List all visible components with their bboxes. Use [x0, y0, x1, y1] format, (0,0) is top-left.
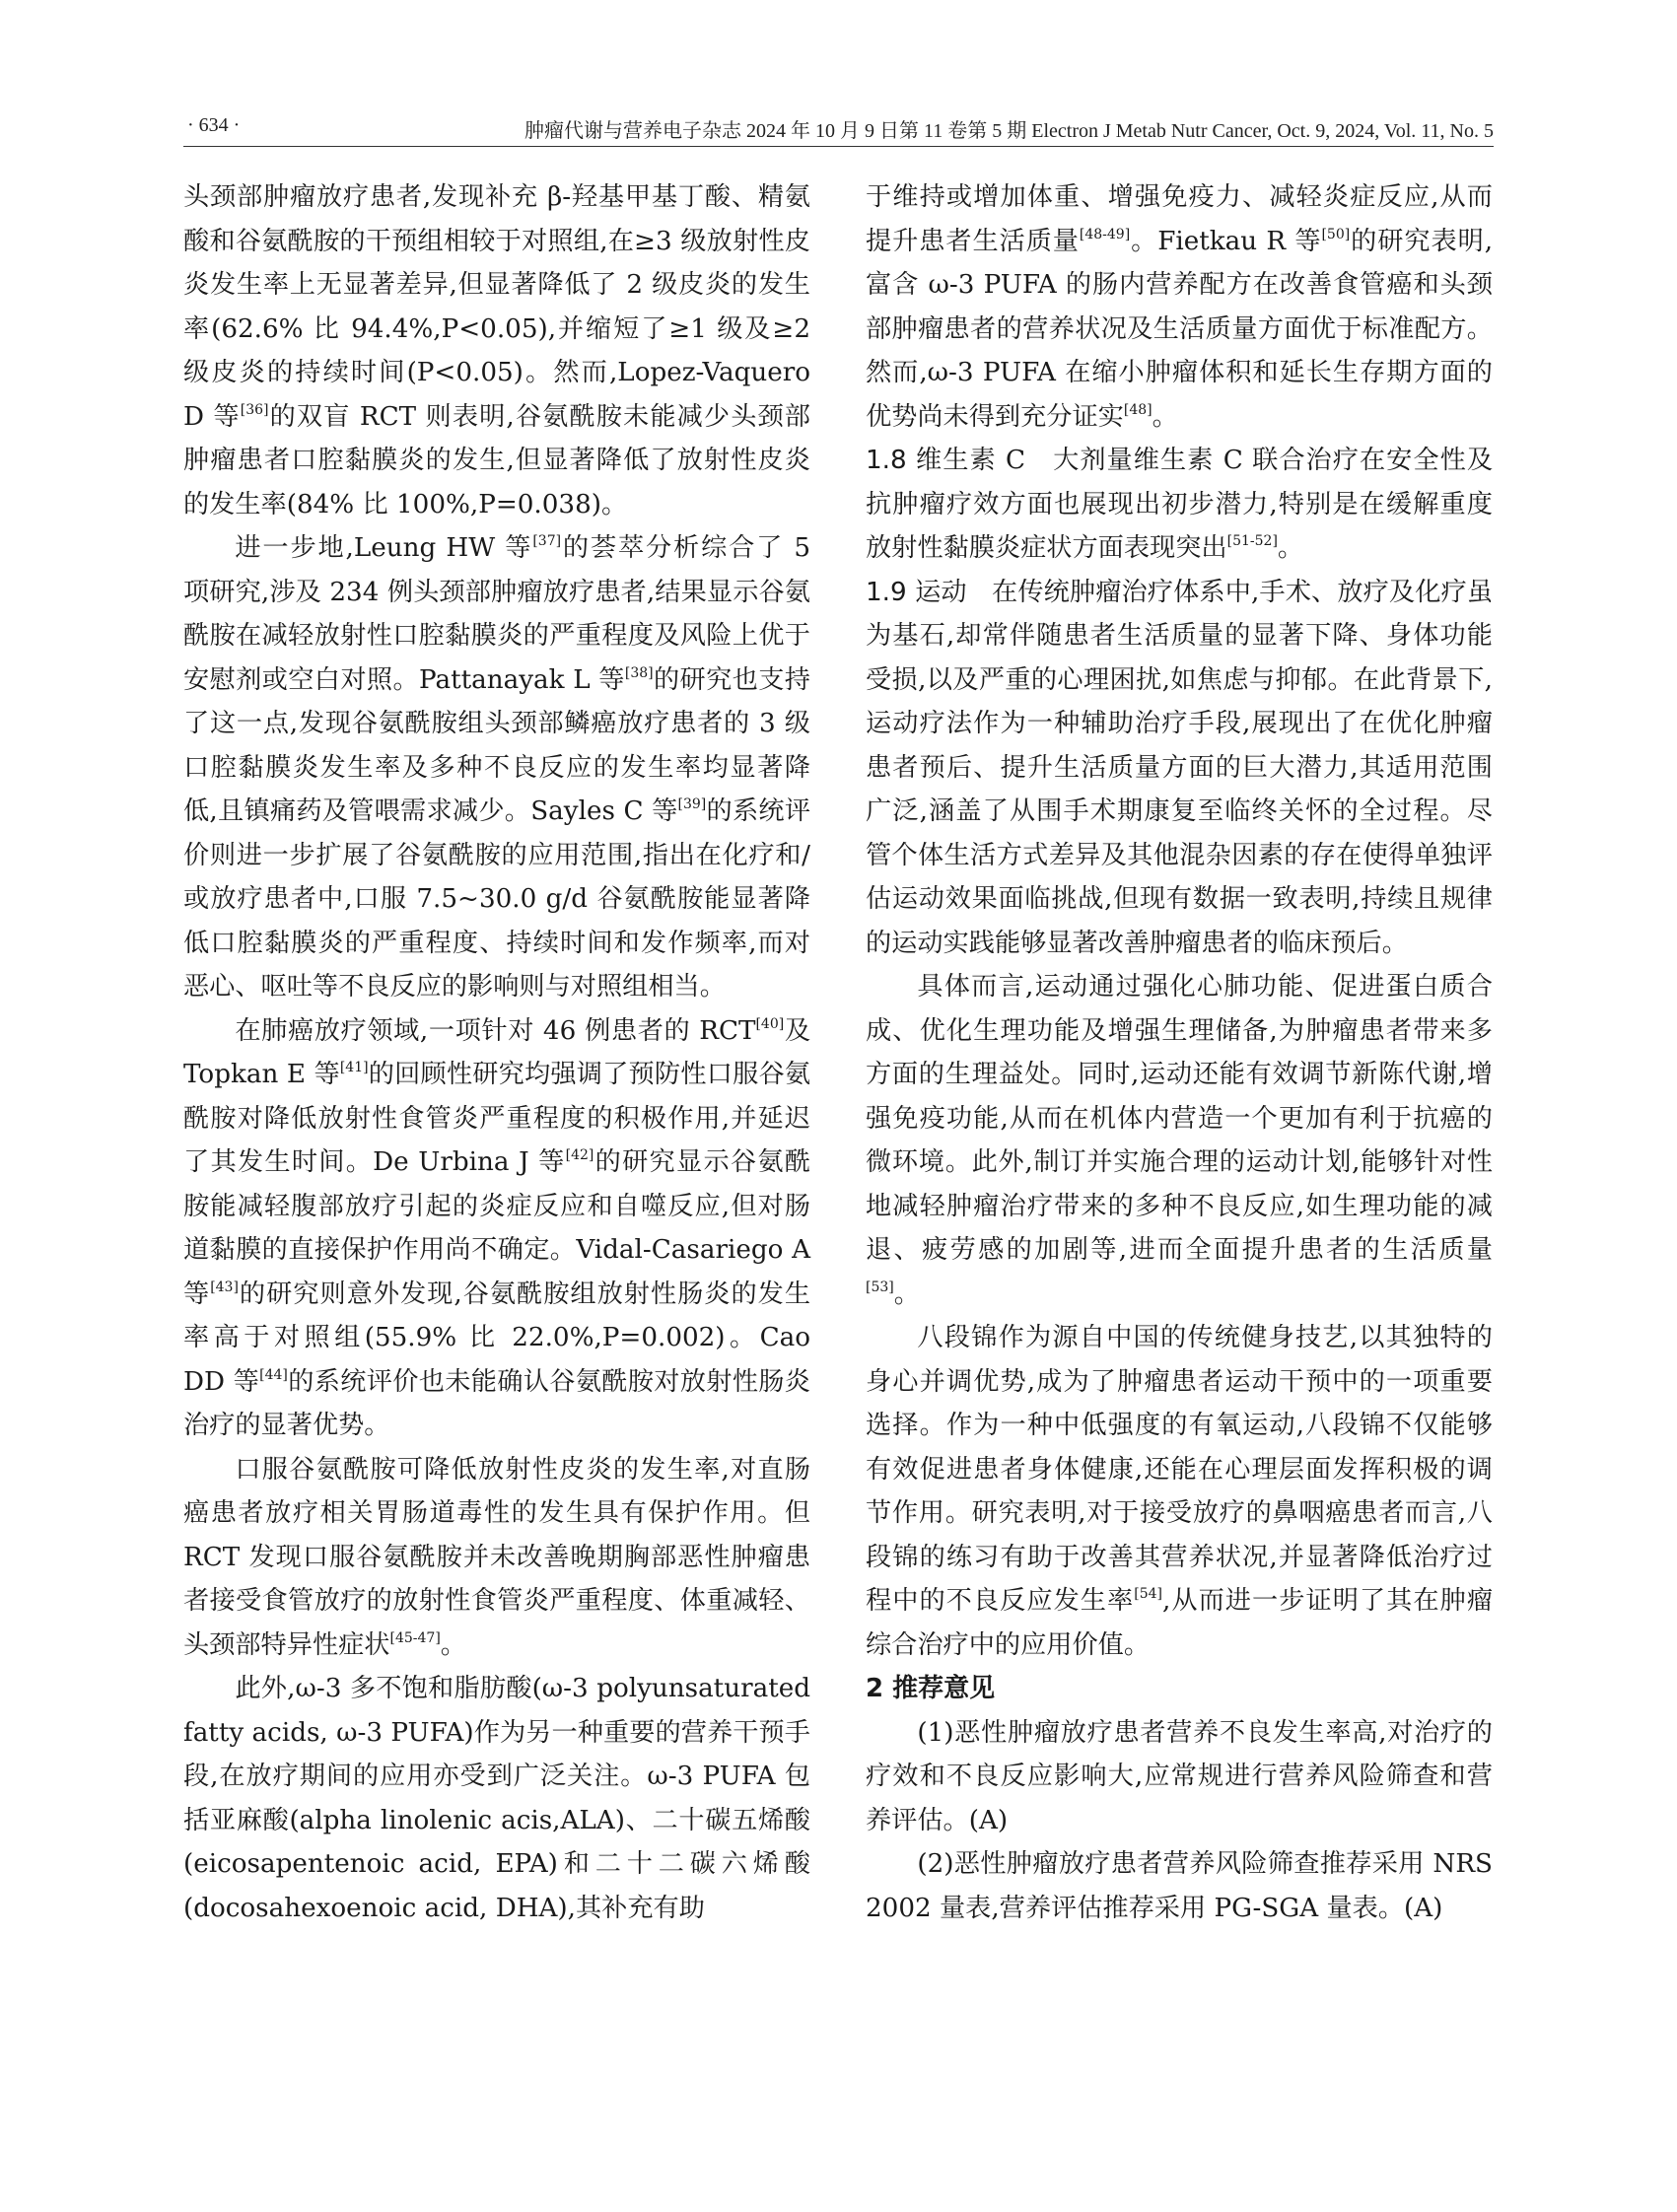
citation-ref: [51-52] — [1226, 533, 1278, 549]
citation-ref: [48-49] — [1079, 226, 1131, 242]
citation-ref: [53] — [866, 1279, 894, 1295]
subsection-1-8: 1.8 维生素 C 大剂量维生素 C 联合治疗在安全性及抗肿瘤疗效方面也展现出初步潜力,特别是在缓解重度放射性黏膜炎症状方面表现突出[51-52]。 — [866, 446, 1494, 563]
subsection-title: 运动 — [915, 577, 967, 607]
left-column — [183, 175, 810, 1930]
page-number: · 634 · — [187, 114, 241, 136]
citation-ref: [37] — [532, 533, 562, 549]
paragraph: 于维持或增加体重、增强免疫力、减轻炎症反应,从而提升患者生活质量[48-49]。Fietkau R 等[50]的研究表明,富含 ω-3 PUFA 的肠内营养配方在改善食管癌和头颈部肿瘤患者的营养状况及生活质量方面优于标准配方。然而,ω-3 PUFA 在缩小肿瘤体积和延长生存期方面的优势尚未得到充分证实[48]。 — [866, 182, 1494, 432]
section-heading: 2 推荐意见 — [866, 1674, 996, 1703]
subsection-title: 维生素 C — [916, 446, 1026, 475]
right-column — [866, 175, 1493, 1930]
paragraph: 此外,ω-3 多不饱和脂肪酸(ω-3 polyunsaturated fatty acids, ω-3 PUFA)作为另一种重要的营养干预手段,在放疗期间的应用亦受到广泛关注。ω-3 PUFA 包括亚麻酸(alpha linolenic acis,ALA)、二十碳五烯酸(eicosapentenoic acid, EPA)和二十二碳六烯酸(docosahexoenoic acid, DHA),其补充有助 — [183, 1674, 810, 1923]
paragraph: 口服谷氨酰胺可降低放射性皮炎的发生率,对直肠癌患者放疗相关胃肠道毒性的发生具有保护作用。但 RCT 发现口服谷氨酰胺并未改善晚期胸部恶性肿瘤患者接受食管放疗的放射性食管炎严重程度、体重减轻、头颈部特异性症状[45-47]。 — [183, 1454, 810, 1660]
citation-ref: [40] — [755, 1015, 785, 1032]
paragraph: 头颈部肿瘤放疗患者,发现补充 β-羟基甲基丁酸、精氨酸和谷氨酰胺的干预组相较于对照组,在≥3 级放射性皮炎发生率上无显著差异,但显著降低了 2 级皮炎的发生率(62.6% 比 94.4%,P<0.05),并缩短了≥1 级及≥2 级皮炎的持续时间(P<0.05)。然而,Lopez-Vaquero D 等[36]的双盲 RCT 则表明,谷氨酰胺未能减少头颈部肿瘤患者口腔黏膜炎的发生,但显著降低了放射性皮炎的发生率(84% 比 100%,P=0.038)。 — [183, 182, 810, 519]
citation-ref: [39] — [677, 796, 707, 812]
citation-ref: [48] — [1123, 401, 1153, 418]
subsection-number: 1.8 — [866, 446, 907, 475]
citation-ref: [38] — [624, 664, 654, 681]
paragraph: 八段锦作为源自中国的传统健身技艺,以其独特的身心并调优势,成为了肿瘤患者运动干预中的一项重要选择。作为一种中低强度的有氧运动,八段锦不仅能够有效促进患者身体健康,还能在心理层面发挥积极的调节作用。研究表明,对于接受放疗的鼻咽癌患者而言,八段锦的练习有助于改善其营养状况,并显著降低治疗过程中的不良反应发生率[54],从而进一步证明了其在肿瘤综合治疗中的应用价值。 — [866, 1323, 1494, 1660]
journal-citation: 肿瘤代谢与营养电子杂志 2024 年 10 月 9 日第 11 卷第 5 期 Electron J Metab Nutr Cancer, Oct. 9, 2024, Vol. 11, No. 5 — [524, 120, 1494, 142]
recommendation-item: (2)恶性肿瘤放疗患者营养风险筛查推荐采用 NRS 2002 量表,营养评估推荐采用 PG-SGA 量表。(A) — [866, 1849, 1493, 1923]
citation-ref: [43] — [210, 1279, 239, 1295]
running-header — [187, 110, 1494, 142]
paragraph: 在肺癌放疗领域,一项针对 46 例患者的 RCT[40]及 Topkan E 等[41]的回顾性研究均强调了预防性口服谷氨酰胺对降低放射性食管炎严重程度的积极作用,并延迟了其发生时间。De Urbina J 等[42]的研究显示谷氨酰胺能减轻腹部放疗引起的炎症反应和自噬反应,但对肠道黏膜的直接保护作用尚不确定。Vidal-Casariego A 等[43]的研究则意外发现,谷氨酰胺组放射性肠炎的发生率高于对照组(55.9% 比 22.0%,P=0.002)。Cao DD 等[44]的系统评价也未能确认谷氨酰胺对放射性肠炎治疗的显著优势。 — [183, 1015, 811, 1440]
citation-ref: [50] — [1321, 226, 1351, 242]
citation-ref: [36] — [240, 401, 269, 418]
citation-ref: [45-47] — [389, 1629, 441, 1646]
subsection-1-9: 1.9 运动 在传统肿瘤治疗体系中,手术、放疗及化疗虽为基石,却常伴随患者生活质量的显著下降、身体功能受损,以及严重的心理困扰,如焦虑与抑郁。在此背景下,运动疗法作为一种辅助治疗手段,展现出了在优化肿瘤患者预后、提升生活质量方面的巨大潜力,其适用范围广泛,涵盖了从围手术期康复至临终关怀的全过程。尽管个体生活方式差异及其他混杂因素的存在使得单独评估运动效果面临挑战,但现有数据一致表明,持续且规律的运动实践能够显著改善肿瘤患者的临床预后。 — [866, 577, 1494, 958]
paragraph: 进一步地,Leung HW 等[37]的荟萃分析综合了 5 项研究,涉及 234 例头颈部肿瘤放疗患者,结果显示谷氨酰胺在减轻放射性口腔黏膜炎的严重程度及风险上优于安慰剂或空白对照。Pattanayak L 等[38]的研究也支持了这一点,发现谷氨酰胺组头颈部鳞癌放疗患者的 3 级口腔黏膜炎发生率及多种不良反应的发生率均显著降低,且镇痛药及管喂需求减少。Sayles C 等[39]的系统评价则进一步扩展了谷氨酰胺的应用范围,指出在化疗和/或放疗患者中,口服 7.5~30.0 g/d 谷氨酰胺能显著降低口腔黏膜炎的严重程度、持续时间和发作频率,而对恶心、呕吐等不良反应的影响则与对照组相当。 — [183, 533, 811, 1002]
citation-ref: [42] — [565, 1147, 594, 1163]
citation-ref: [41] — [339, 1060, 369, 1075]
header-rule — [183, 146, 1494, 147]
subsection-number: 1.9 — [866, 577, 907, 607]
citation-ref: [54] — [1134, 1586, 1162, 1602]
recommendation-item: (1)恶性肿瘤放疗患者营养不良发生率高,对治疗的疗效和不良反应影响大,应常规进行营养风险筛查和营养评估。(A) — [866, 1717, 1493, 1835]
citation-ref: [44] — [259, 1366, 288, 1383]
paragraph: 具体而言,运动通过强化心肺功能、促进蛋白质合成、优化生理功能及增强生理储备,为肿瘤患者带来多方面的生理益处。同时,运动还能有效调节新陈代谢,增强免疫功能,从而在机体内营造一个更加有利于抗癌的微环境。此外,制订并实施合理的运动计划,能够针对性地减轻肿瘤治疗带来的多种不良反应,如生理功能的减退、疲劳感的加剧等,进而全面提升患者的生活质量[53]。 — [866, 972, 1493, 1309]
